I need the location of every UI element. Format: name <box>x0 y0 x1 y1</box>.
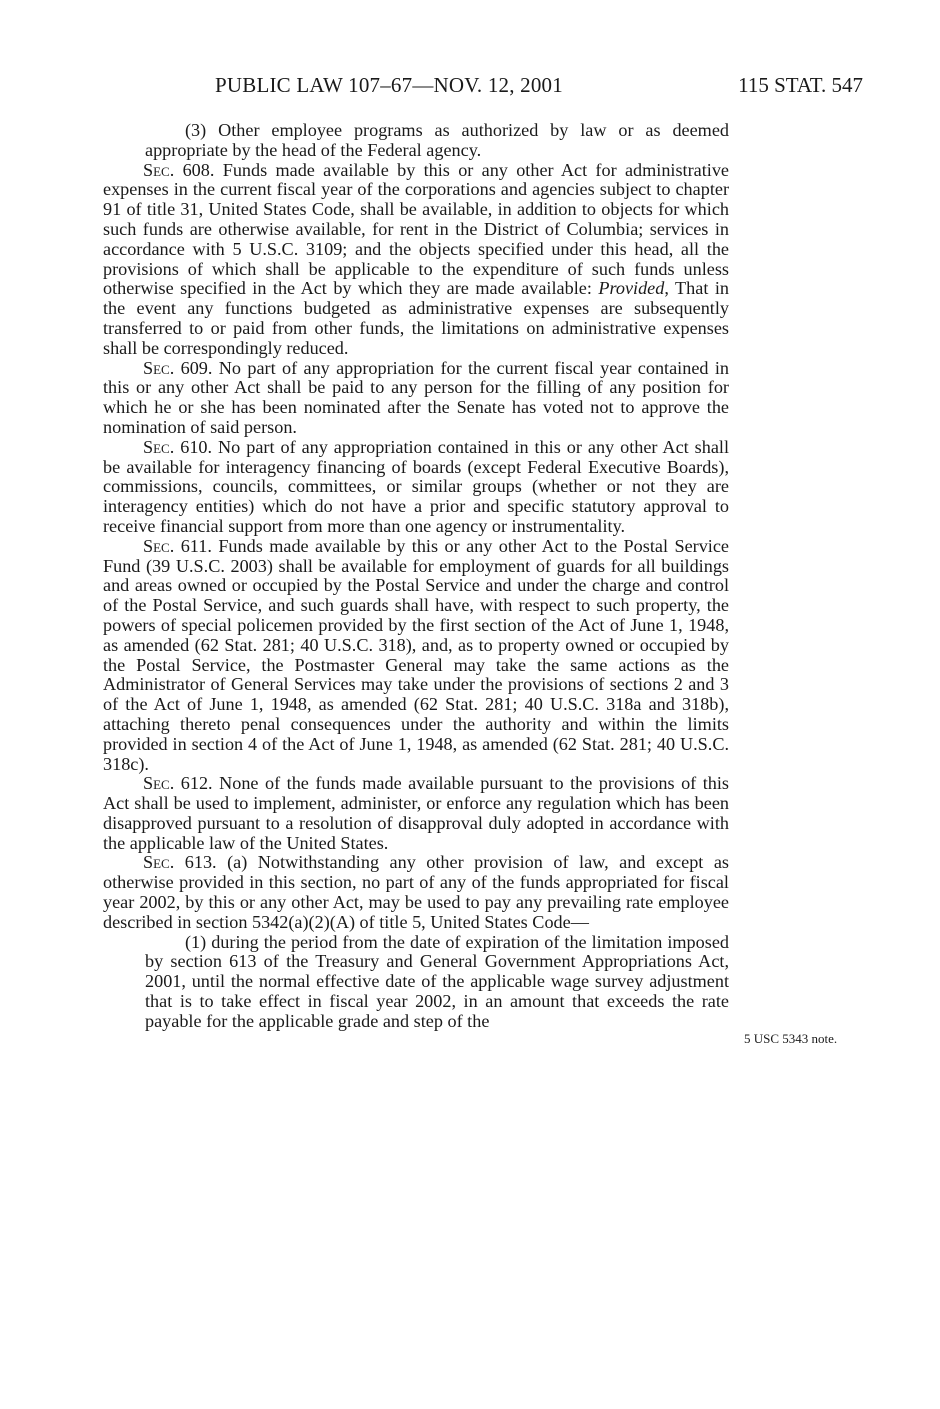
section-609 <box>103 359 729 438</box>
section-613 <box>103 853 729 932</box>
section-text: (a) Notwithstanding any other provision of law, and except as otherwise provided in this section, no part of any of the funds appropriated for fiscal year 2002, by this or any other Act, may be used to pay any prevailing rate employee described in section 5342(a)(2)(A) of title 5, United States Code— <box>103 852 729 932</box>
section-label: Sec. 612. <box>143 773 213 794</box>
section-label: Sec. 608. <box>143 159 215 180</box>
section-text-continued: , That in the event any functions budgeted as administrative expenses are subsequently transferred to or paid from other funds, the limitations on administrative expenses shall be correspondingly reduced. <box>103 278 729 358</box>
section-text: No part of any appropriation contained in this or any other Act shall be available for interagency financing of boards (except Federal Executive Boards), commissions, councils, committees, or similar groups (whether or not they are interagency entities) which do not have a prior and specific statutory approval to receive financial support from more than one agency or instrumentality. <box>103 436 730 536</box>
section-label: Sec. 610. <box>143 436 213 457</box>
statute-body <box>103 121 729 1032</box>
section-label: Sec. 609. <box>143 357 213 378</box>
margin-note-citation: 5 USC 5343 note. <box>744 1031 838 1046</box>
provided-term: Provided <box>598 278 665 299</box>
section-label: Sec. 611. <box>143 535 212 556</box>
paragraph-3: (3) Other employee programs as authorized by law or as deemed appropriate by the head of the Federal agency. <box>145 120 729 160</box>
section-label: Sec. 613. <box>143 852 217 873</box>
section-611 <box>103 537 729 775</box>
page-header <box>215 73 863 101</box>
section-612 <box>103 774 729 853</box>
section-text: Funds made available by this or any other Act for administrative expenses in the current fiscal year of the corporations and agencies subject to chapter 91 of title 31, United States Code, shall be available, in addition to objects for which such funds are otherwise available, for rent in the District of Columbia; services in accordance with 5 U.S.C. 3109; and the objects specified under this head, all the provisions of which shall be applicable to the expenditure of such funds unless otherwise specified in the Act by which they are made available: <box>103 159 729 299</box>
section-608 <box>103 161 729 359</box>
section-text: Funds made available by this or any other Act to the Postal Service Fund (39 U.S.C. 2003) shall be available for employment of guards for all buildings and areas owned or occupied by the Postal Service and under the charge and control of the Postal Service, and such guards shall have, with respect to such property, the powers of special policemen provided by the first section of the Act of June 1, 1948, as amended (62 Stat. 281; 40 U.S.C. 318), and, as to property owned or occupied by the Postal Service, the Postmaster General may take the same actions as the Administrator of General Services may take under the provisions of sections 2 and 3 of the Act of June 1, 1948, as amended (62 Stat. 281; 40 U.S.C. 318a and 318b), attaching thereto penal consequences under the authority and within the limits provided in section 4 of the Act of June 1, 1948, as amended (62 Stat. 281; 40 U.S.C. 318c). <box>103 535 729 774</box>
stat-page-number: 115 STAT. 547 <box>738 73 863 97</box>
running-head-title: PUBLIC LAW 107–67—NOV. 12, 2001 <box>215 73 563 97</box>
section-text: No part of any appropriation for the current fiscal year contained in this or any other Act shall be paid to any person for the filling of any position for which he or she has been nominated after the Senate has voted not to approve the nomination of said person. <box>103 357 729 437</box>
section-text: None of the funds made available pursuant to the provisions of this Act shall be used to implement, administer, or enforce any regulation which has been disapproved pursuant to a resolution of disapproval duly adopted in accordance with the applicable law of the United States. <box>103 773 729 853</box>
section-610 <box>103 438 729 537</box>
paragraph-1: (1) during the period from the date of expiration of the limitation imposed by section 613 of the Treasury and General Government Appropriations Act, 2001, until the normal effective date of the applicable wage survey adjustment that is to take effect in fiscal year 2002, in an amount that exceeds the rate payable for the applicable grade and step of the <box>145 931 729 1031</box>
